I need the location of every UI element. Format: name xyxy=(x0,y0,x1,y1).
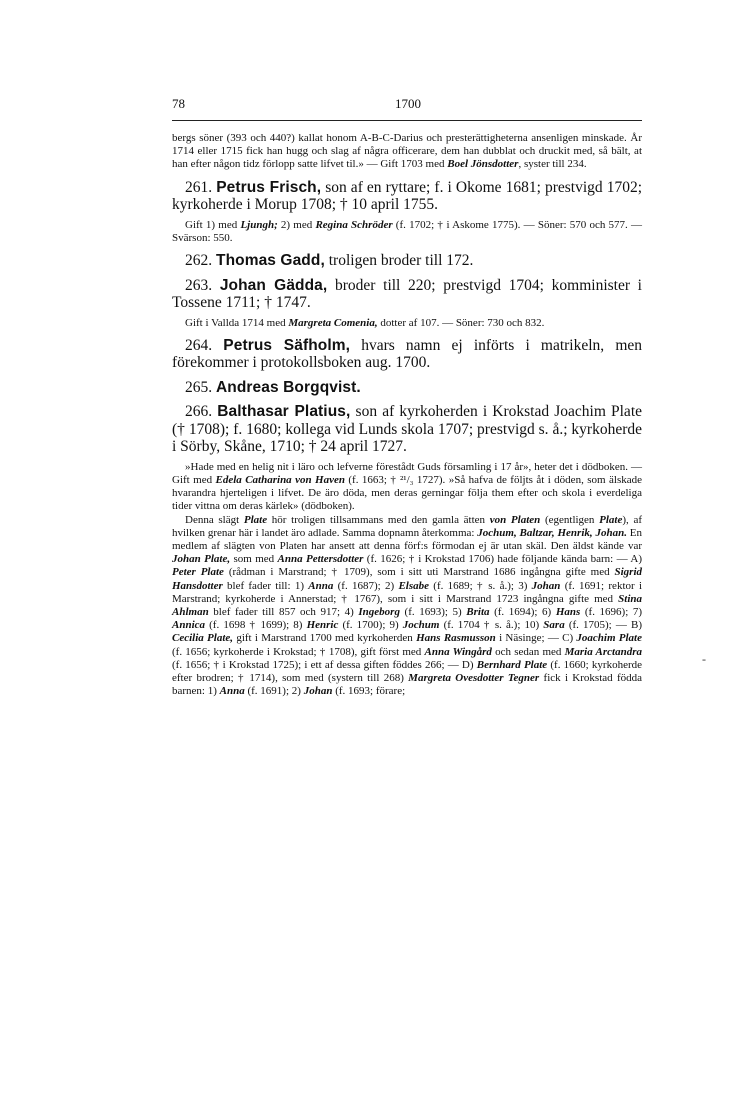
entry-number: 265. xyxy=(185,378,216,396)
entry-name: Thomas Gadd, xyxy=(216,252,325,270)
running-head-year: 1700 xyxy=(395,96,421,111)
entry-number: 262. xyxy=(185,252,216,270)
entry-name: Petrus Säfholm, xyxy=(223,336,351,354)
entry-note: Gift i Vallda 1714 med Margreta Comenia, dotter af 107. — Söner: 730 och 832. xyxy=(185,316,545,329)
entry-261: 261. Petrus Frisch, son af en ryttare; f. i Okome 1681; prestvigd 1702; kyrkoherde i Morup 1708; † 10 april 1755. Gift 1) med Ljungh; 2) med Regina Schröder (f. 1702; † i Askome 1775). — Söner: 570 och 577. — Svärson: 550. xyxy=(172,178,642,244)
entry-name: Johan Gädda, xyxy=(219,276,328,294)
entry-number: 261. xyxy=(185,178,217,196)
entry-number: 264. xyxy=(185,336,224,354)
entry-quote: »Hade med en helig nit i läro och lefverne förestådt Guds församling i 17 år», heter det i dödboken. — Gift med Edela Catharina von Haven (f. 1663; † ²¹/₃ 1727). »Så hafva de följts åt i döden, som älskade hvarandra hjerteligen i lifvet. De äro döda, men deras gerningar följa them efter och skola i everdeliga tider vittna om deras kärlek» (dödboken). xyxy=(172,460,642,513)
page-header xyxy=(172,96,642,118)
entry-note: Gift 1) med Ljungh; 2) med Regina Schröder (f. 1702; † i Askome 1775). — Söner: 570 och 577. — Svärson: 550. xyxy=(172,218,642,244)
page-number: 78 xyxy=(172,96,185,111)
entry-name: Balthasar Platius, xyxy=(217,403,351,421)
entry-266: 266. Balthasar Platius, son af kyrkoherden i Krokstad Joachim Plate († 1708); f. 1680; kollega vid Lunds skola 1707; prestvigd s. å.; kyrkoherde i Sörby, Skåne, 1710; † 24 april 1727. »Hade med en helig nit i läro och lefverne förestådt Guds församling i 17 år», heter det i dödboken. — Gift med Edela Catharina von Haven (f. 1663; † ²¹/₃ 1727). »Så hafva de följts åt i döden, som älskade hvarandra hjerteligen i lifvet. De äro döda, men deras gerningar följa them efter och skola i everdeliga tider vittna om deras kärlek» (dödboken). Denna slägt Plate hör troligen tillsammans med den gamla ätten von Platen (egentligen Plate), af hvilken grenar här i landet äro adlade. Samma dopnamn återkomma: Jochum, Baltzar, Henrik, Johan. En medlem af slägten von Platen har ansett att denna förf:s förmodan ej är utan skäl. Den äldst kände var Johan Plate, som med Anna Pettersdotter (f. 1626; † i Krokstad 1706) hade följande kända barn: — A) Peter Plate (rådman i Marstrand; † 1709), som i sitt uti Marstrand 1686 ingångna gifte med Sigrid Hansdotter blef fader till: 1) Anna (f. 1687); 2) Elsabe (f. 1689; † s. å.); 3) Johan (f. 1691; rektor i Marstrand; kyrkoherde i Annerstad; † 1767), som i sitt i Marstrand 1723 ingångna gifte med Stina Ahlman blef fader till 857 och 917; 4) Ingeborg (f. 1693); 5) Brita (f. 1694); 6) Hans (f. 1696); 7) Annica (f. 1698 † 1699); 8) Henric (f. 1700); 9) Jochum (f. 1704 † s. å.); 10) Sara (f. 1705); — B) Cecilia Plate, gift i Marstrand 1700 med kyrkoherden Hans Rasmusson i Näsinge; — C) Joachim Plate (f. 1656; kyrkoherde i Krokstad; † 1708), gift först med Anna Wingård och sedan med Maria Arctandra (f. 1656; † i Krokstad 1725); i ett af dessa giften föddes 266; — D) Bernhard Plate (f. 1660; kyrkoherde efter brodren; † 1714), som med (systern till 268) Margreta Ovesdotter Tegner fick i Krokstad födda barnen: 1) Anna (f. 1691); 2) Johan (f. 1693; förare; xyxy=(172,403,643,698)
continued-paragraph: bergs söner (393 och 440?) kallat honom A-B-C-Darius och presterättigheterna ansenligen minskade. År 1714 eller 1715 fick han hugg och slag af några officerare, dem han dubblat och druckit med, så bält, at han efter någon tidz förlopp satte lifvet til.» — Gift 1703 med Boel Jönsdotter, syster till 234. xyxy=(172,132,642,171)
margin-mark: - xyxy=(702,652,706,666)
entry-264: 264. Petrus Säfholm, hvars namn ej införts i matrikeln, men förekommer i protokollsboken aug. 1700. xyxy=(172,336,643,372)
book-page xyxy=(172,96,642,698)
family-note: Denna slägt Plate hör troligen tillsammans med den gamla ätten von Platen (egentligen Plate), af hvilken grenar här i landet äro adlade. Samma dopnamn återkomma: Jochum, Baltzar, Henrik, Johan. En medlem af slägten von Platen har ansett att denna förf:s förmodan ej är utan skäl. Den äldst kände var Johan Plate, som med Anna Pettersdotter (f. 1626; † i Krokstad 1706) hade följande kända barn: — A) Peter Plate (rådman i Marstrand; † 1709), som i sitt uti Marstrand 1686 ingångna gifte med Sigrid Hansdotter blef fader till: 1) Anna (f. 1687); 2) Elsabe (f. 1689; † s. å.); 3) Johan (f. 1691; rektor i Marstrand; kyrkoherde i Annerstad; † 1767), som i sitt i Marstrand 1723 ingångna gifte med Stina Ahlman blef fader till 857 och 917; 4) Ingeborg (f. 1693); 5) Brita (f. 1694); 6) Hans (f. 1696); 7) Annica (f. 1698 † 1699); 8) Henric (f. 1700); 9) Jochum (f. 1704 † s. å.); 10) Sara (f. 1705); — B) Cecilia Plate, gift i Marstrand 1700 med kyrkoherden Hans Rasmusson i Näsinge; — C) Joachim Plate (f. 1656; kyrkoherde i Krokstad; † 1708), gift först med Anna Wingård och sedan med Maria Arctandra (f. 1656; † i Krokstad 1725); i ett af dessa giften föddes 266; — D) Bernhard Plate (f. 1660; kyrkoherde efter brodren; † 1714), som med (systern till 268) Margreta Ovesdotter Tegner fick i Krokstad födda barnen: 1) Anna (f. 1691); 2) Johan (f. 1693; förare; xyxy=(172,513,643,698)
entry-265 xyxy=(172,379,642,397)
entry-number: 266. xyxy=(185,403,218,421)
entry-name: Andreas Borgqvist. xyxy=(216,378,361,396)
header-rule xyxy=(172,120,642,121)
entry-name: Petrus Frisch, xyxy=(216,178,322,196)
entry-number: 263. xyxy=(185,276,220,294)
entry-263: 263. Johan Gädda, broder till 220; prestvigd 1704; komminister i Tossene 1711; † 1747. Gift i Vallda 1714 med Margreta Comenia, dotter af 107. — Söner: 730 och 832. xyxy=(172,276,642,329)
entry-262: 262. Thomas Gadd, troligen broder till 172. xyxy=(185,252,474,270)
